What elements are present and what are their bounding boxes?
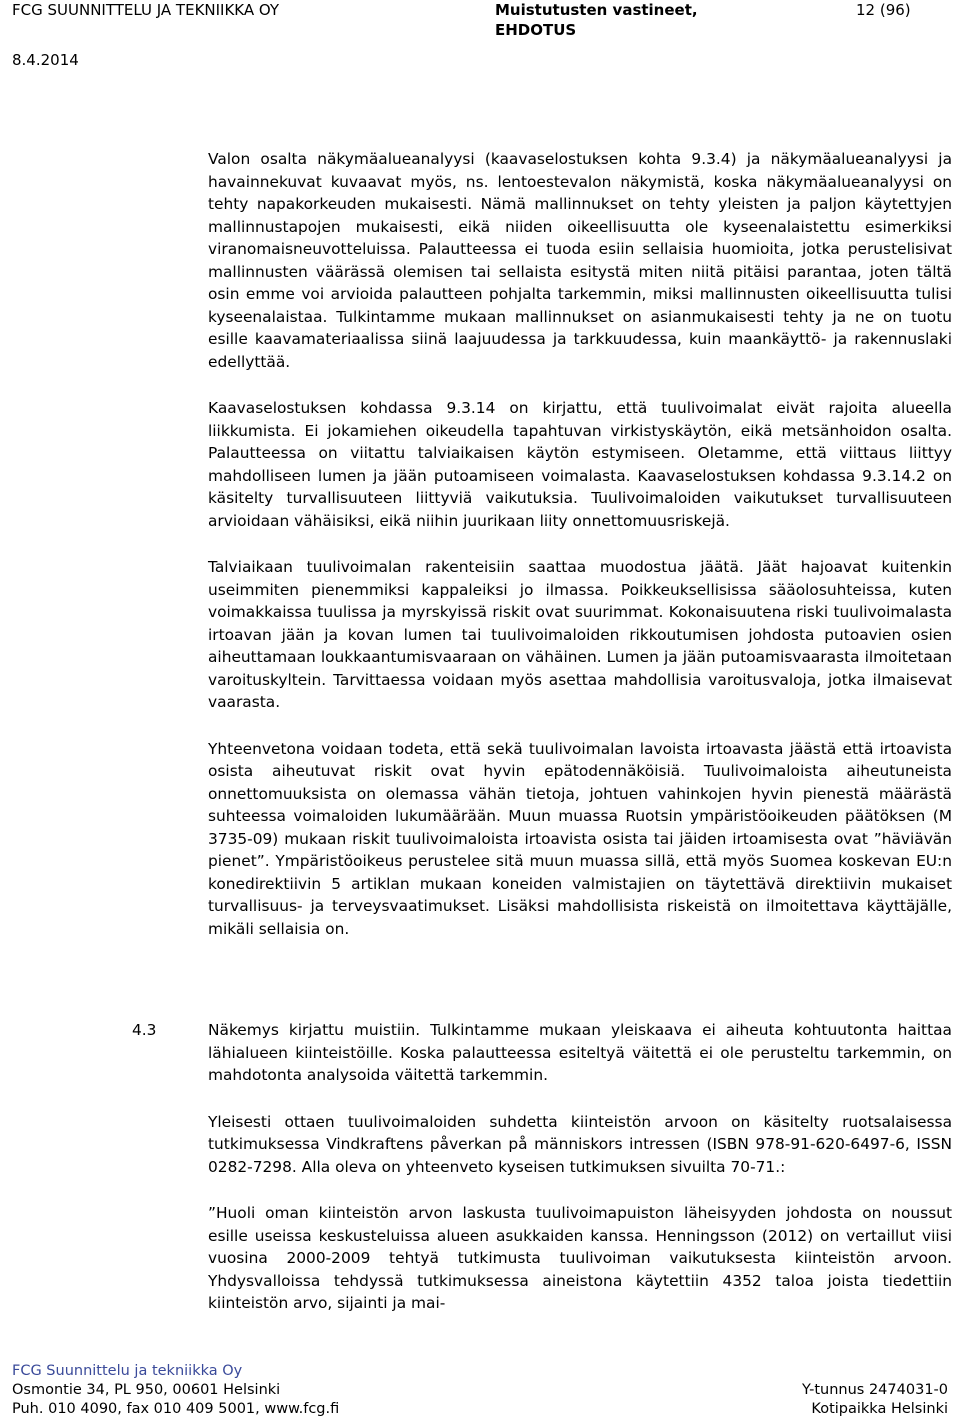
footer-business-id: Y-tunnus 2474031-0 (801, 1382, 948, 1398)
document-date: 8.4.2014 (12, 51, 79, 69)
paragraph-ice: Talviaikaan tuulivoimalan rakenteisiin saattaa muodostua jäätä. Jäät hajoavat kuitenkin useimmiten pienemmiksi kappaleiksi jo ilmassa. Poikkeuksellisissa sääolosuhteissa, kuten voimakkaissa tuulissa ja myrskyissä riskit ovat suurimmat. Kokonaisuutena riski tuulivoimalasta irtoavan jään ja kovan lumen tai tuulivoimaloiden rikkoutumisen johdosta putoavien osien aiheuttamaan loukkaantumisvaaraan on vähäinen. Lumen ja jään putoamisvaarasta ilmoitetaan varoituskyltein. Tarvittaessa voidaan myös asettaa mahdollisia varoitusvaloja, jotka ilmaisevat vaarasta. (208, 558, 952, 711)
paragraph-summary: Yhteenvetona voidaan todeta, että sekä tuulivoimalan lavoista irtoavasta jäästä että irtoavista osista aiheutuvat riskit ovat hyvin epätodennäköisiä. Tuulivoimaloista aiheutuneista onnettomuuksista on olemassa vähän tietoja, johtuen vahinkojen hyvin pienestä määrästä suhteessa voimaloiden lukumäärään. Muun muassa Ruotsin ympäristöoikeuden päätöksen (M 3735-09) mukaan riskit tuulivoimaloista irtoavista osista tai jäiden irtoamisesta ovat ”häviävän pienet”. Ympäristöoikeus perustelee sitä muun muassa sillä, että myös Suomea koskevan EU:n konedirektiivin 5 artiklan mukaan koneiden valmistajien on täytettävä direktiivin mukaiset turvallisuus- ja terveysvaatimukset. Lisäksi mahdollisista riskeistä on ilmoitettava käyttäjälle, mikäli sellaisia on. (208, 739, 952, 938)
footer-address: Osmontie 34, PL 950, 00601 Helsinki (12, 1382, 281, 1398)
section-number: 4.3 (132, 1021, 157, 1039)
page-number: 12 (96) (856, 1, 911, 19)
paragraph-movement: Kaavaselostuksen kohdassa 9.3.14 on kirjattu, että tuulivoimalat eivät rajoita alueella liikkumista. Ei jokamiehen oikeudella tapahtuvan virkistyskäytön, eikä metsänhoidon osalta. Palautteessa on viitattu talviaikaisen käytön estymiseen. Oletamme, että viittaus liittyy mahdolliseen lumen ja jään putoamiseen voimalasta. Kaavaselostuksen kohdassa 9.3.14.2 on käsitelty turvallisuuteen liittyviä vaikutuksia. Tuulivoimaloiden vaikutukset turvallisuuteen arvioidaan vähäisiksi, eikä niihin juurikaan liity onnettomuusriskejä. (208, 399, 952, 530)
footer-contact: Puh. 010 4090, fax 010 409 5001, www.fcg.fi (12, 1401, 340, 1417)
footer (12, 1362, 948, 1419)
section-paragraph: Yleisesti ottaen tuulivoimaloiden suhdetta kiinteistön arvoon on käsitelty ruotsalaisessa tutkimuksessa Vindkraftens påverkan på människors intressen (ISBN 978-91-620-6497-6, ISSN 0282-7298. Alla oleva on yhteenveto kyseisen tutkimuksen sivuilta 70-71.: (208, 1112, 952, 1176)
header-company: FCG SUUNNITTELU JA TEKNIIKKA OY (12, 1, 280, 19)
paragraph-visibility-analysis: Valon osalta näkymäalueanalyysi (kaavaselostuksen kohta 9.3.4) ja näkymäalueanalyysi ja havainnekuvat kuvaavat myös, ns. lentoestevalon näkymistä, koska näkymäalueanalyysi on tehty napakorkeuden mukaisesti. Nämä mallinnukset on tehty yleisten ja paljon käytettyjen mallinnustapojen mukaisesti, eikä niiden oikeellisuutta ole kyseenalaistettu esimerkiksi viranomaisneuvotteluissa. Palautteessa ei tuoda esiin sellaisia huomioita, jotka perustelisivat mallinnusten väärässä olemisen tai sellaista esitystä miten niitä pitäisi parantaa, joten tältä osin emme voi arvioida palautteen pohjalta tarkemmin, miksi mallinnusten oikeellisuutta tulisi kyseenalaistaa. Tulkintamme mukaan mallinnukset on asianmukaisesti tehty ja ne on tuotu esille kaavamateriaalissa siinä laajuudessa ja tarkkuudessa, kuin maankäyttö- ja rakennuslaki edellyttää. (208, 150, 952, 371)
footer-company: FCG Suunnittelu ja tekniikka Oy (12, 1363, 243, 1379)
section-4-3 (132, 1019, 952, 1339)
quote-paragraph: ”Huoli oman kiinteistön arvon laskusta tuulivoimapuiston läheisyyden johdosta on noussut esille useissa keskusteluissa alueen asukkaiden kanssa. Henningsson (2012) on vertaillut viisi vuosina 2000-2009 tehtyä tutkimusta tuulivoiman vaikutuksesta kiinteistön arvoon. Yhdysvalloissa tehdyssä tutkimuksessa aineistona käytettiin 4352 taloa joista tiedettiin kiinteistön arvo, sijainti ja mai- (208, 1204, 952, 1312)
footer-domicile: Kotipaikka Helsinki (811, 1401, 948, 1417)
body-text (208, 148, 952, 964)
section-paragraph: Näkemys kirjattu muistiin. Tulkintamme mukaan yleiskaava ei aiheuta kohtuutonta haittaa lähialueen kiinteistöille. Koska palautteessa esiteltyä väitettä ei ole perusteltu tarkemmin, on mahdotonta analysoida väitettä tarkemmin. (208, 1021, 952, 1084)
document-title: Muistutusten vastineet, EHDOTUS (495, 1, 698, 39)
